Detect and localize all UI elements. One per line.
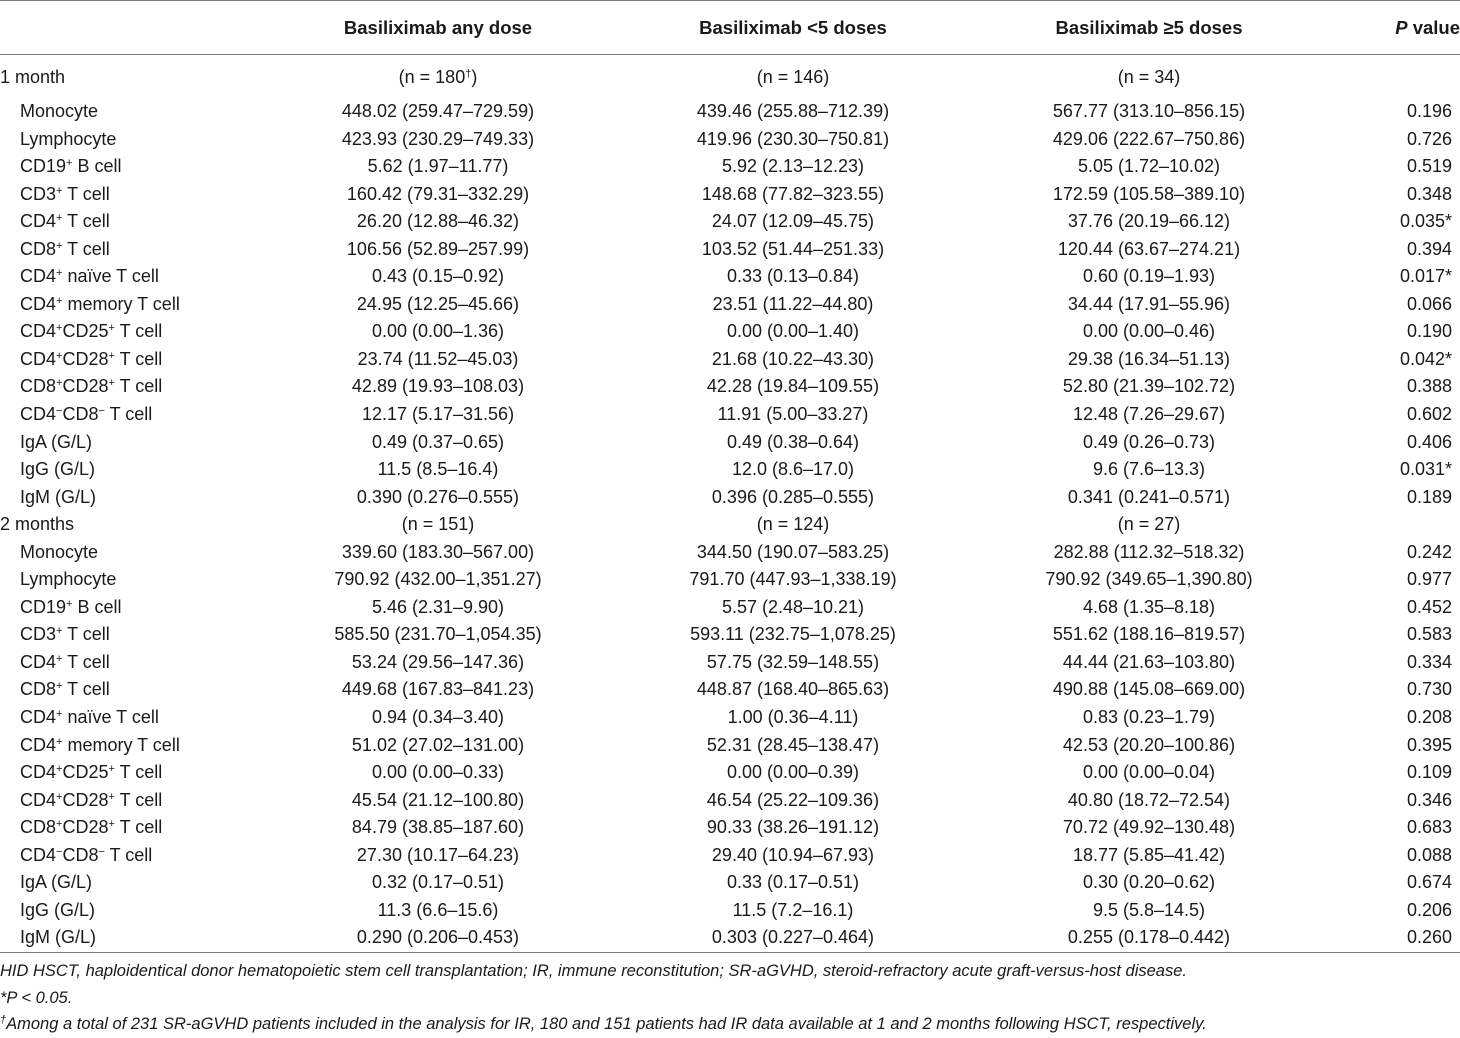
cell-p-value: 0.190 <box>1406 321 1452 342</box>
footnote-dagger <box>0 1011 1460 1038</box>
cell-lt5-doses: 5.57 (2.48–10.21) <box>721 596 865 617</box>
label-mid: memory T cell <box>62 734 180 755</box>
label-sup: + <box>56 680 63 693</box>
row-label <box>0 814 262 842</box>
cell-any-dose: 11.3 (6.6–15.6) <box>377 899 499 920</box>
row-label <box>0 649 262 677</box>
cell-ge5-doses: 172.59 (105.58–389.10) <box>1052 183 1246 204</box>
cell-lt5-doses: 419.96 (230.30–750.81) <box>696 128 890 149</box>
cell-p-value: 0.730 <box>1406 679 1452 700</box>
cell-p-value: 0.206 <box>1406 899 1452 920</box>
table-row <box>0 539 1460 567</box>
label-pre: IgA (G/L) <box>20 431 93 452</box>
group-row <box>0 56 1460 98</box>
label-pre: CD8 <box>20 376 57 397</box>
table-row <box>0 676 1460 704</box>
label-sup: + <box>56 184 63 197</box>
label-mid: CD8 <box>62 844 99 865</box>
label-pre: CD4 <box>20 762 57 783</box>
footnote-abbreviations: HID HSCT, haploidentical donor hematopoietic stem cell transplantation; IR, immune reconstitution; SR-aGVHD, steroid-refractory acute graft-versus-host disease. <box>0 962 1187 980</box>
label-pre: IgA (G/L) <box>20 872 93 893</box>
cell-any-dose: 11.5 (8.5–16.4) <box>377 459 499 480</box>
table-row <box>0 181 1460 209</box>
header-p-value <box>1326 0 1460 56</box>
header-ge5-doses: Basiliximab ≥5 doses <box>1055 16 1243 38</box>
cell-any-dose: 0.390 (0.276–0.555) <box>356 486 520 507</box>
cell-lt5-doses: 11.5 (7.2–16.1) <box>732 899 854 920</box>
label-pre: CD19 <box>20 596 67 617</box>
cell-any-dose: 106.56 (52.89–257.99) <box>346 238 530 259</box>
row-label <box>0 126 262 154</box>
label-pre: Monocyte <box>20 101 99 121</box>
table-row <box>0 759 1460 787</box>
cell-ge5-doses: 551.62 (188.16–819.57) <box>1052 624 1246 645</box>
cell-ge5-doses: 0.00 (0.00–0.46) <box>1082 321 1216 342</box>
label-pre: CD8 <box>20 238 57 259</box>
label-pre: CD3 <box>20 624 57 645</box>
label-pre: CD4 <box>20 211 57 232</box>
label-pre: CD4 <box>20 844 57 865</box>
label-pre: CD4 <box>20 734 57 755</box>
cell-lt5-doses: 42.28 (19.84–109.55) <box>706 376 880 397</box>
label-sup: + <box>108 322 115 335</box>
table-row <box>0 346 1460 374</box>
label-post: T cell <box>104 844 153 865</box>
label-mid: CD25 <box>62 762 109 783</box>
row-label <box>0 594 262 622</box>
cell-lt5-doses: 0.00 (0.00–1.40) <box>726 321 860 342</box>
table-footnotes <box>0 958 1460 1038</box>
dagger-text: Among a total of 231 SR-aGVHD patients included in the analysis for IR, 180 and 151 patients had IR data available at 1 and 2 months following HSCT, respectively. <box>6 1015 1207 1033</box>
label-pre: CD4 <box>20 651 57 672</box>
label-pre: IgM (G/L) <box>20 486 97 507</box>
label-sup: + <box>108 349 115 362</box>
label-sup: + <box>56 625 63 638</box>
cell-p-value: 0.395 <box>1406 734 1452 755</box>
cell-lt5-doses: 0.00 (0.00–0.39) <box>726 762 860 783</box>
cell-p-value: 0.196 <box>1406 101 1452 121</box>
cell-ge5-doses: 5.05 (1.72–10.02) <box>1077 156 1221 177</box>
cell-ge5-doses: 0.00 (0.00–0.04) <box>1082 762 1216 783</box>
cell-any-dose: 24.95 (12.25–45.66) <box>356 293 520 314</box>
label-mid: T cell <box>62 183 110 204</box>
cell-ge5-doses: 0.60 (0.19–1.93) <box>1082 266 1216 287</box>
table-row <box>0 897 1460 925</box>
label-pre: Monocyte <box>20 541 99 562</box>
row-label <box>0 484 262 512</box>
cell-any-dose: 42.89 (19.93–108.03) <box>351 376 525 397</box>
row-label <box>0 924 262 952</box>
group-n-ge5: (n = 34) <box>1117 67 1181 87</box>
label-pre: CD4 <box>20 348 57 369</box>
table-row <box>0 621 1460 649</box>
row-label <box>0 869 262 897</box>
label-mid: CD25 <box>62 321 109 342</box>
cell-lt5-doses: 448.87 (168.40–865.63) <box>696 679 890 700</box>
cell-p-value: 0.042* <box>1399 348 1452 369</box>
label-mid: naïve T cell <box>62 266 159 287</box>
table-row <box>0 291 1460 319</box>
n-any-text: (n = 151) <box>401 514 475 535</box>
label-sup: + <box>108 790 115 803</box>
label-pre: CD19 <box>20 156 67 177</box>
table-row <box>0 649 1460 677</box>
cell-any-dose: 27.30 (10.17–64.23) <box>356 844 520 865</box>
cell-any-dose: 0.49 (0.37–0.65) <box>371 431 505 452</box>
cell-ge5-doses: 4.68 (1.35–8.18) <box>1082 596 1216 617</box>
cell-p-value: 0.683 <box>1406 817 1452 838</box>
group-p-blank <box>1326 511 1460 539</box>
cell-p-value: 0.334 <box>1406 651 1452 672</box>
cell-ge5-doses: 12.48 (7.26–29.67) <box>1072 404 1226 425</box>
group-n-lt5: (n = 146) <box>756 67 830 87</box>
label-mid: CD28 <box>62 348 109 369</box>
cell-any-dose: 0.94 (0.34–3.40) <box>371 707 505 728</box>
label-sup: + <box>56 708 63 721</box>
row-label <box>0 621 262 649</box>
cell-p-value: 0.088 <box>1406 844 1452 865</box>
cell-lt5-doses: 0.33 (0.13–0.84) <box>726 266 860 287</box>
cell-p-value: 0.017* <box>1399 266 1452 287</box>
cell-p-value: 0.977 <box>1406 569 1452 590</box>
row-label <box>0 208 262 236</box>
row-label <box>0 263 262 291</box>
row-label <box>0 291 262 319</box>
cell-p-value: 0.583 <box>1406 624 1452 645</box>
cell-p-value: 0.242 <box>1406 541 1452 562</box>
label-mid: B cell <box>72 596 122 617</box>
cell-any-dose: 790.92 (432.00–1,351.27) <box>334 569 542 590</box>
table-row <box>0 704 1460 732</box>
cell-p-value: 0.674 <box>1406 872 1452 893</box>
cell-ge5-doses: 120.44 (63.67–274.21) <box>1057 238 1241 259</box>
cell-any-dose: 51.02 (27.02–131.00) <box>351 734 525 755</box>
cell-any-dose: 84.79 (38.85–187.60) <box>351 817 525 838</box>
label-sup: + <box>56 652 63 665</box>
label-pre: IgM (G/L) <box>20 927 97 948</box>
table-row <box>0 732 1460 760</box>
label-mid: CD8 <box>62 404 99 425</box>
cell-p-value: 0.189 <box>1406 486 1452 507</box>
table-row <box>0 263 1460 291</box>
label-pre: Lymphocyte <box>20 569 117 590</box>
row-label <box>0 456 262 484</box>
cell-ge5-doses: 37.76 (20.19–66.12) <box>1067 211 1231 232</box>
table-row <box>0 456 1460 484</box>
label-mid: T cell <box>62 679 110 700</box>
label-post: T cell <box>114 376 163 397</box>
row-label <box>0 759 262 787</box>
row-label <box>0 318 262 346</box>
label-mid: CD28 <box>62 817 109 838</box>
table-row <box>0 842 1460 870</box>
label-pre: CD4 <box>20 789 57 810</box>
cell-any-dose: 448.02 (259.47–729.59) <box>341 101 535 121</box>
cell-lt5-doses: 593.11 (232.75–1,078.25) <box>690 624 896 645</box>
table-row <box>0 236 1460 264</box>
label-sup: − <box>98 405 105 418</box>
label-sup: + <box>56 239 63 252</box>
cell-ge5-doses: 18.77 (5.85–41.42) <box>1072 844 1226 865</box>
row-label <box>0 676 262 704</box>
row-label <box>0 566 262 594</box>
table-row <box>0 98 1460 126</box>
cell-lt5-doses: 439.46 (255.88–712.39) <box>696 101 890 121</box>
label-sup: + <box>56 212 63 225</box>
cell-p-value: 0.109 <box>1406 762 1452 783</box>
row-label <box>0 181 262 209</box>
table-bottom-rule <box>0 952 1460 953</box>
label-sup: − <box>56 845 63 858</box>
cell-any-dose: 5.46 (2.31–9.90) <box>371 596 505 617</box>
label-sup: + <box>56 294 63 307</box>
cell-lt5-doses: 90.33 (38.26–191.12) <box>706 817 880 838</box>
cell-any-dose: 160.42 (79.31–332.29) <box>346 183 530 204</box>
row-label <box>0 897 262 925</box>
table-row <box>0 787 1460 815</box>
label-pre: CD8 <box>20 817 57 838</box>
label-post: T cell <box>114 817 163 838</box>
cell-lt5-doses: 0.396 (0.285–0.555) <box>711 486 875 507</box>
cell-ge5-doses: 34.44 (17.91–55.96) <box>1067 293 1231 314</box>
table-row <box>0 924 1460 952</box>
row-label <box>0 236 262 264</box>
group-row <box>0 511 1460 539</box>
cell-lt5-doses: 344.50 (190.07–583.25) <box>696 541 890 562</box>
table-row <box>0 401 1460 429</box>
cell-ge5-doses: 0.341 (0.241–0.571) <box>1067 486 1231 507</box>
label-mid: CD28 <box>62 376 109 397</box>
cell-lt5-doses: 0.33 (0.17–0.51) <box>726 872 860 893</box>
table-row <box>0 594 1460 622</box>
table-row <box>0 484 1460 512</box>
cell-p-value: 0.452 <box>1406 596 1452 617</box>
cell-any-dose: 0.00 (0.00–0.33) <box>371 762 505 783</box>
cell-ge5-doses: 282.88 (112.32–518.32) <box>1053 541 1245 562</box>
label-sup: + <box>66 157 73 170</box>
row-label <box>0 346 262 374</box>
table-row <box>0 869 1460 897</box>
row-label <box>0 732 262 760</box>
dagger-mark: † <box>0 1014 7 1026</box>
cell-p-value: 0.031* <box>1399 459 1452 480</box>
cell-ge5-doses: 567.77 (313.10–856.15) <box>1052 101 1246 121</box>
row-label <box>0 842 262 870</box>
cell-ge5-doses: 70.72 (49.92–130.48) <box>1062 817 1236 838</box>
label-sup: + <box>56 818 63 831</box>
cell-lt5-doses: 5.92 (2.13–12.23) <box>721 156 865 177</box>
label-pre: IgG (G/L) <box>20 899 96 920</box>
cell-any-dose: 449.68 (167.83–841.23) <box>341 679 535 700</box>
label-mid: CD28 <box>62 789 109 810</box>
table-row <box>0 566 1460 594</box>
label-pre: CD3 <box>20 183 57 204</box>
label-sup: + <box>56 790 63 803</box>
cell-p-value: 0.519 <box>1406 156 1452 177</box>
cell-ge5-doses: 429.06 (222.67–750.86) <box>1052 128 1246 149</box>
label-sup: + <box>56 763 63 776</box>
cell-ge5-doses: 0.30 (0.20–0.62) <box>1082 872 1216 893</box>
cell-lt5-doses: 0.303 (0.227–0.464) <box>711 927 875 948</box>
cell-ge5-doses: 9.6 (7.6–13.3) <box>1092 459 1206 480</box>
cell-p-value: 0.406 <box>1406 431 1452 452</box>
label-post: T cell <box>104 404 153 425</box>
label-pre: CD4 <box>20 266 57 287</box>
cell-ge5-doses: 29.38 (16.34–51.13) <box>1067 348 1231 369</box>
cell-any-dose: 0.43 (0.15–0.92) <box>371 266 505 287</box>
footnote-significance: *P < 0.05. <box>0 988 73 1007</box>
cell-any-dose: 423.93 (230.29–749.33) <box>341 128 535 149</box>
cell-any-dose: 0.290 (0.206–0.453) <box>356 927 520 948</box>
cell-ge5-doses: 40.80 (18.72–72.54) <box>1067 789 1231 810</box>
label-post: T cell <box>114 321 163 342</box>
header-lt5-doses: Basiliximab <5 doses <box>699 16 887 38</box>
label-sup: − <box>56 405 63 418</box>
group-label: 2 months <box>0 514 75 535</box>
label-mid: T cell <box>62 211 110 232</box>
cell-ge5-doses: 490.88 (145.08–669.00) <box>1052 679 1246 700</box>
cell-any-dose: 26.20 (12.88–46.32) <box>356 211 520 232</box>
table-row <box>0 153 1460 181</box>
cell-p-value: 0.726 <box>1406 128 1452 149</box>
cell-lt5-doses: 23.51 (11.22–44.80) <box>712 293 874 314</box>
label-sup: + <box>56 267 63 280</box>
label-mid: naïve T cell <box>62 707 159 728</box>
cell-lt5-doses: 29.40 (10.94–67.93) <box>711 844 875 865</box>
cell-p-value: 0.602 <box>1406 404 1452 425</box>
label-pre: CD4 <box>20 707 57 728</box>
cell-lt5-doses: 791.70 (447.93–1,338.19) <box>689 569 897 590</box>
cell-p-value: 0.035* <box>1399 211 1452 232</box>
cell-lt5-doses: 12.0 (8.6–17.0) <box>731 459 855 480</box>
n-any-text: (n = 180 <box>398 67 466 87</box>
label-mid: T cell <box>62 651 110 672</box>
cell-any-dose: 339.60 (183.30–567.00) <box>341 541 535 562</box>
table-header-row <box>0 0 1460 56</box>
group-n-any <box>262 511 614 539</box>
row-label <box>0 787 262 815</box>
label-sup: + <box>56 377 63 390</box>
cell-any-dose: 53.24 (29.56–147.36) <box>351 651 525 672</box>
label-sup: + <box>56 349 63 362</box>
row-label <box>0 153 262 181</box>
table-row <box>0 814 1460 842</box>
cell-lt5-doses: 24.07 (12.09–45.75) <box>711 211 875 232</box>
table-row <box>0 373 1460 401</box>
p-word: value <box>1412 16 1460 38</box>
label-pre: Lymphocyte <box>20 128 117 149</box>
cell-ge5-doses: 44.44 (21.63–103.80) <box>1062 651 1236 672</box>
group-p-blank <box>1326 56 1460 98</box>
label-mid: T cell <box>62 238 110 259</box>
cell-lt5-doses: 11.91 (5.00–33.27) <box>717 404 869 425</box>
label-sup: + <box>108 818 115 831</box>
cell-any-dose: 0.00 (0.00–1.36) <box>371 321 505 342</box>
cell-p-value: 0.388 <box>1406 376 1452 397</box>
cell-any-dose: 45.54 (21.12–100.80) <box>351 789 525 810</box>
label-sup: + <box>66 597 73 610</box>
label-mid: memory T cell <box>62 293 180 314</box>
cell-ge5-doses: 0.49 (0.26–0.73) <box>1082 431 1216 452</box>
cell-any-dose: 5.62 (1.97–11.77) <box>367 156 509 177</box>
cell-lt5-doses: 103.52 (51.44–251.33) <box>701 238 885 259</box>
cell-p-value: 0.260 <box>1406 927 1452 948</box>
label-pre: CD4 <box>20 321 57 342</box>
cell-any-dose: 23.74 (11.52–45.03) <box>357 348 519 369</box>
cell-ge5-doses: 42.53 (20.20–100.86) <box>1062 734 1236 755</box>
group-n-lt5: (n = 124) <box>756 514 830 535</box>
cell-p-value: 0.066 <box>1406 293 1452 314</box>
label-mid: T cell <box>62 624 110 645</box>
row-label <box>0 401 262 429</box>
table-row <box>0 429 1460 457</box>
dagger-mark: † <box>465 68 472 80</box>
label-sup: + <box>108 763 115 776</box>
label-post: T cell <box>114 789 163 810</box>
label-mid: B cell <box>72 156 122 177</box>
cell-any-dose: 12.17 (5.17–31.56) <box>361 404 515 425</box>
row-label <box>0 429 262 457</box>
label-sup: + <box>56 322 63 335</box>
cell-p-value: 0.346 <box>1406 789 1452 810</box>
cell-ge5-doses: 52.80 (21.39–102.72) <box>1062 376 1236 397</box>
label-post: T cell <box>114 348 163 369</box>
label-sup: + <box>108 377 115 390</box>
label-pre: IgG (G/L) <box>20 459 96 480</box>
cell-ge5-doses: 0.83 (0.23–1.79) <box>1082 707 1216 728</box>
group-n-any <box>262 56 614 98</box>
cell-any-dose: 585.50 (231.70–1,054.35) <box>334 624 542 645</box>
row-label <box>0 704 262 732</box>
cell-lt5-doses: 0.49 (0.38–0.64) <box>726 431 860 452</box>
cell-ge5-doses: 790.92 (349.65–1,390.80) <box>1045 569 1253 590</box>
label-post: T cell <box>114 762 163 783</box>
cell-p-value: 0.348 <box>1406 183 1452 204</box>
cell-p-value: 0.394 <box>1406 238 1452 259</box>
group-label: 1 month <box>0 67 66 87</box>
cell-lt5-doses: 21.68 (10.22–43.30) <box>711 348 875 369</box>
cell-p-value: 0.208 <box>1406 707 1452 728</box>
row-label <box>0 98 262 126</box>
header-blank <box>0 0 262 56</box>
table-body <box>0 56 1460 952</box>
cell-lt5-doses: 46.54 (25.22–109.36) <box>706 789 880 810</box>
label-pre: CD8 <box>20 679 57 700</box>
cell-lt5-doses: 1.00 (0.36–4.11) <box>727 707 859 728</box>
cell-lt5-doses: 57.75 (32.59–148.55) <box>706 651 880 672</box>
cell-any-dose: 0.32 (0.17–0.51) <box>371 872 505 893</box>
group-n-ge5: (n = 27) <box>1117 514 1181 535</box>
label-pre: CD4 <box>20 404 57 425</box>
row-label <box>0 539 262 567</box>
cell-ge5-doses: 0.255 (0.178–0.442) <box>1067 927 1231 948</box>
n-any-close: ) <box>471 67 478 87</box>
row-label <box>0 373 262 401</box>
cell-ge5-doses: 9.5 (5.8–14.5) <box>1092 899 1206 920</box>
label-sup: − <box>98 845 105 858</box>
table-row <box>0 208 1460 236</box>
cell-lt5-doses: 148.68 (77.82–323.55) <box>701 183 885 204</box>
cell-lt5-doses: 52.31 (28.45–138.47) <box>706 734 880 755</box>
table-row <box>0 318 1460 346</box>
table-row <box>0 126 1460 154</box>
header-any-dose: Basiliximab any dose <box>343 16 533 38</box>
p-letter: P <box>1395 16 1408 38</box>
label-pre: CD4 <box>20 293 57 314</box>
label-sup: + <box>56 735 63 748</box>
